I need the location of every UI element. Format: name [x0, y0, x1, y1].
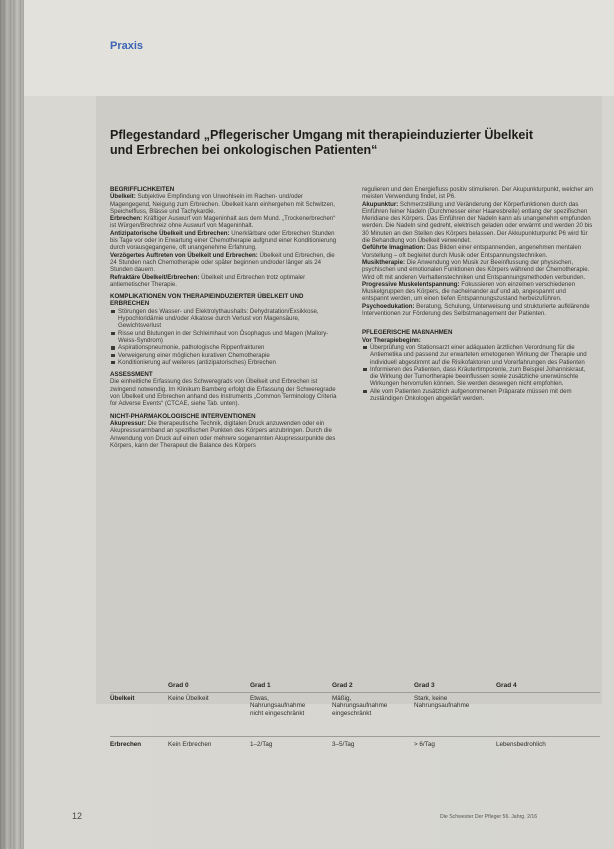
intervention-text: Die Anwendung von Musik zur Beeinflussung der physischen, psychischen und emotionalen Funktionen des Körpers während der Chemotherapie. Wird oft mit anderen Verhaltenstechniken und Entspannungsmethoden verbunden.	[362, 258, 590, 281]
left-column	[110, 186, 342, 449]
intervention-paragraph	[362, 303, 594, 318]
list-item: Informieren des Patienten, dass Kräutertimporenle, zum Beispiel Johanniskraut, die Wirkung der Tumortherapie beeinflussen sowie zusätzliche unerwünschte Wirkungen hervorrufen können. Sie werden deswegen nicht empfohlen.	[362, 366, 594, 388]
list-item: Störungen des Wasser- und Elektrolythaushalts: Dehydratation/Exsikkose, Hypochloridämie und/oder Alkalose durch Verlust von Magensäure, Gewichtsverlust	[110, 308, 342, 330]
massnahmen-heading: PFLEGERISCHE MAßNAHMEN	[362, 329, 453, 337]
table-header-cell: Grad 3	[414, 682, 435, 690]
right-column	[362, 186, 594, 402]
page-number: 12	[72, 811, 83, 821]
list-item: Alle vom Patienten zusätzlich aufgenommenen Präparate müssen mit dem zuständigen Onkologen abgeklärt werden.	[362, 388, 594, 403]
akupressur-paragraph	[110, 420, 342, 449]
begriff-text: Kräftiger Auswurf von Mageninhalt aus dem Mund. „Trockenerbrechen“ ist Würgen/Brechreiz ohne Auswurf von Mageninhalt.	[110, 215, 336, 230]
list-item: Konditionierung auf weiteres (antizipatorisches) Erbrechen	[110, 359, 342, 366]
massnahmen-list	[362, 344, 594, 402]
intervention-text: Beratung, Schulung, Unterweisung und strukturierte aufklärende Interventionen zur Förderung des Selbstmanagement der Patienten.	[362, 302, 590, 318]
article-title: Pflegestandard „Pflegerischer Umgang mit therapieinduzierter Übelkeit und Erbrechen bei onkologischen Patienten“	[110, 128, 534, 157]
table-cell: Kein Erbrechen	[168, 736, 250, 754]
intervention-term: Akupunktur:	[362, 200, 399, 208]
begriff-paragraph	[110, 215, 342, 230]
intervention-term: Geführte Imagination:	[362, 244, 426, 252]
section-label: Praxis	[110, 40, 144, 52]
vor-therapie-term: Vor Therapiebeginn:	[362, 336, 421, 344]
intervention-paragraph	[362, 244, 594, 259]
begriff-term: Erbrechen:	[110, 215, 143, 223]
intro-text: regulieren und den Energiefluss positiv stimulieren. Der Akupunkturpunkt, welcher am meisten Verwendung findet, ist P6.	[362, 186, 594, 201]
table-header-cell: Grad 0	[168, 682, 189, 690]
table-header-cell: Grad 4	[496, 682, 517, 690]
table-row	[110, 736, 600, 754]
begriffe-heading: BEGRIFFLICHKEITEN	[110, 186, 175, 193]
intervention-term: Musiktherapie:	[362, 258, 406, 266]
vor-therapie-label	[362, 337, 594, 344]
komplikationen-heading: KOMPLIKATIONEN VON THERAPIEINDUZIERTER ÜBELKEIT UND ERBRECHEN	[110, 293, 304, 308]
begriff-paragraph	[110, 193, 342, 215]
intervention-text: Schmerzstillung und Veränderung der Körperfunktionen durch das Einführen feiner Nadeln (Durchmesser einer Haaresbreite) entlang der spezifischen Meridiane des Körpers. Das Einführen der Nadeln kann als unangenehm empfunden werden. Die Nadeln sind gedreht, elektrisch geladen oder erwärmt und werden 20 bis 30 Minuten an den Stellen des Körpers belassen. Der Akkupunkturpunkt P6 wird für die Behandlung von Übelkeit verwendet.	[362, 200, 593, 245]
ctcae-grade-table	[110, 680, 600, 754]
intervention-term: Psychoedukation:	[362, 302, 415, 310]
table-header-cell: Grad 1	[250, 682, 271, 690]
intervention-paragraph	[362, 201, 594, 245]
begriff-term: Übelkeit:	[110, 193, 136, 201]
table-cell	[496, 692, 600, 736]
table-header-cell: Grad 2	[332, 682, 353, 690]
begriff-paragraph	[110, 230, 342, 252]
begriff-term: Refraktäre Übelkeit/Erbrechen:	[110, 273, 200, 281]
begriff-paragraph	[110, 274, 342, 289]
table-row	[110, 692, 600, 736]
list-item: Risse und Blutungen in der Schleimhaut von Ösophagus und Magen (Mallory-Weiss-Syndrom)	[110, 330, 342, 345]
akupressur-term: Akupressur:	[110, 419, 146, 427]
table-cell: Keine Übelkeit	[168, 692, 250, 736]
begriff-text: Übelkeit und Erbrechen trotz optimaler antiemetischer Therapie.	[110, 273, 306, 288]
table-cell: > 6/Tag	[414, 736, 496, 754]
nicht-pharma-heading: NICHT-PHARMAKOLOGISCHE INTERVENTIONEN	[110, 412, 256, 420]
komplikationen-list	[110, 308, 342, 366]
begriff-text: Subjektive Empfindung von Unwohlsein im Rachen- und/oder Magengegend, Neigung zum Erbrechen. Übelkeit kann einhergehen mit Schwitzen, Speichelfluss, Blässe und Tachykardie.	[110, 193, 335, 215]
table-row-header: Erbrechen	[110, 736, 168, 754]
table-cell: Mäßig, Nahrungsaufnahme eingeschränkt	[332, 692, 414, 736]
intervention-text: Fokussieren von einzelnen verschiedenen Muskelgruppen des Körpers, die nacheinander auf und ab, angespannt und entspannt werden, um einen tiefen Entspannungszustand herbeizuführen.	[362, 280, 576, 303]
begriff-text: Unerklärbare oder Erbrechen Stunden bis Tage vor oder in Erwartung einer Chemotherapie aufgrund einer Konditionierung durch vorausgegangene, oft unangenehme Erfahrung.	[110, 229, 337, 252]
assessment-text: Die einheitliche Erfassung des Schweregrads von Übelkeit und Erbrechen ist zwingend notwendig. Im Klinikum Bamberg erfolgt die Erfassung der Schweregrade von Übelkeit und Erbrechen anhand des Instruments „Common Terminology Criteria for Adverse Events“ (CTCAE, siehe Tab. unten).	[110, 378, 337, 408]
list-item: Verweigerung einer möglichen kurativen Chemotherapie	[110, 352, 342, 359]
table-cell: Stark, keine Nahrungsaufnahme	[414, 692, 496, 736]
publication-line: Die Schwester Der Pfleger 56. Jahrg. 2/16	[440, 814, 538, 820]
assessment-heading: ASSESSMENT	[110, 371, 153, 379]
book-binding-shadow	[0, 0, 24, 849]
begriff-text: Übelkeit und Erbrechen, die 24 Stunden nach Chemotherapie oder später beginnen und/oder länger als 24 Stunden dauern.	[110, 251, 335, 274]
begriff-term: Verzögertes Auftreten von Übelkeit und Erbrechen:	[110, 251, 258, 259]
table-cell: 1–2/Tag	[250, 736, 332, 754]
table-row-header: Übelkeit	[110, 692, 168, 736]
begriff-term: Antizipatorische Übelkeit und Erbrechen:	[110, 229, 230, 237]
begriff-paragraph	[110, 252, 342, 274]
list-item: Überprüfung von Stationsarzt einer adäquaten ärztlichen Verordnung für die Antiemetika und passend zur erwarteten emetogenen Wirkung der Therapie und individuell abgestimmt auf die Risikofaktoren und Vorerfahrungen des Patienten	[362, 344, 594, 366]
intervention-term: Progressive Muskelentspannung:	[362, 280, 460, 288]
table-cell: Etwas, Nahrungsaufnahme nicht eingeschränkt	[250, 692, 332, 736]
intervention-paragraph	[362, 259, 594, 281]
list-item: Aspirationspneumonie, pathologische Rippenfrakturen	[110, 344, 342, 351]
table-header-cell	[110, 680, 168, 692]
intervention-paragraph	[362, 281, 594, 303]
table-header-row	[110, 680, 600, 692]
intervention-text: Das Bilden einer entspannenden, angenehmen mentalen Vorstellung – oft begleitet durch Musik oder Entspannungstechniken.	[362, 244, 582, 259]
table-cell: Lebensbedrohlich	[496, 736, 600, 754]
akupressur-text: Die therapeutische Technik, digitalen Druck anzuwenden oder ein Akupressurarmband an spezifischen Punkten des Körpers anzubringen. Durch die Anwendung von Druck auf einen oder mehrere sogenannten Akupressurpunkte des Körpers, kann der Therapeut die Balance des Körpers	[110, 419, 336, 449]
table-cell: 3–5/Tag	[332, 736, 414, 754]
